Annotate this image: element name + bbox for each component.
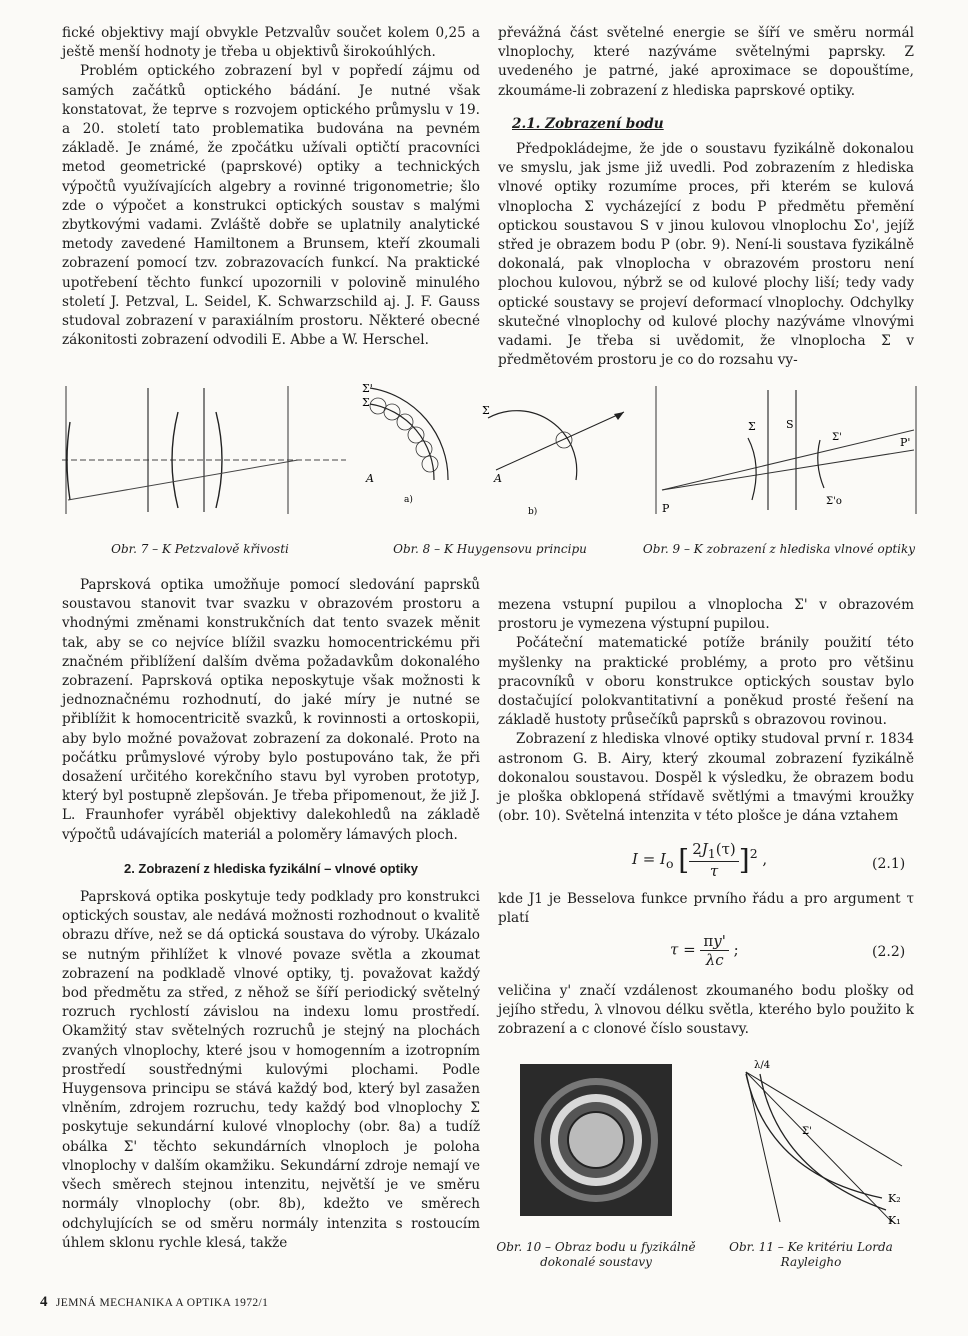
fig-label: Σ (362, 396, 370, 409)
fig-label: K₂ (888, 1192, 901, 1205)
fig-label: λ/4 (754, 1060, 771, 1071)
figure-7-petzval (58, 380, 348, 520)
paragraph: fické objektivy mají obvykle Petzvalův součet kolem 0,25 a ještě menší hodnoty je třeba u objektivů širokoúhlých. (62, 25, 480, 61)
caption-fig10: Obr. 10 – Obraz bodu u fyzikálně dokonalé soustavy (496, 1240, 696, 1269)
page-footer (40, 1294, 268, 1311)
paragraph: Zobrazení z hlediska vlnové optiky studoval první r. 1834 astronom G. B. Airy, který zkoumal zobrazení fyzikálně dokonalou soustavou. Dospěl k výsledku, že obrazem bodu je ploška obklopená střídavě světlými a tmavými kroužky (obr. 10). Světelná intenzita v této plošce je dána vztahem (498, 731, 914, 825)
paragraph: Paprsková optika poskytuje tedy podklady pro konstrukci optických soustav, ale nedává možnosti rozhodnout o kvalitě obrazu dříve, než se dá optická soustava do výroby. Ukázalo se nutným přihlížet k vlnové povaze světla a zkoumat zobrazení na podkladě vlnové optiky, tj. považovat každý bod předmětu za střed, z něhož se šíří periodický světelný rozruch rychlostí závislou na indexu lomu prostředí. Okamžitý stav světelných rozruchů je stejný na plochách zvaných vlnoplochy, které jsou v homogenním a izotropním prostředí soustřednými kulovými plochami. Podle Huygensova principu se stává každý bod, který byl zasažen vlněním, zdrojem rozruchu, tedy každý bod vlnoplochy Σ poskytuje sekundární kulové vlnoplochy (obr. 8a) a tudíž obálka Σ' těchto sekundárních vlnoploch je poloha vlnoplochy v dalším okamžiku. Sekundární zdroje nemají ve všech směrech stejnou intenzitu, největší je ve směru normály vlnoplochy (obr. 8b), kdežto ve směrech odchylujících se od směru normály intenzita s rostoucím úhlem sklonu rychle klesá, takže (62, 889, 480, 1251)
fig-label: Σ (482, 404, 490, 417)
fig-label: P (662, 502, 670, 515)
caption-fig11: Obr. 11 – Ke kritériu Lorda Rayleigho (729, 1240, 893, 1269)
figure-10-airy-disk (520, 1064, 672, 1216)
paragraph: Předpokládejme, že jde o soustavu fyzikálně dokonalou ve smyslu, jak jsme již uvedli. Pod zobrazením z hlediska vlnové optiky rozumíme proces, při kterém se kulová vlnoplocha Σ vycházející z bodu P předmětu přemění optickou soustavou S v jinou kulovou vlnoplochu Σo', jejíž střed je obrazem bodu P (obr. 9). Není-li soustava fyzikálně dokonalá, pak vlnoplocha v obrazovém prostoru není plochou kulovou, nýbrž se od kulové plochy liší; tedy vady optické soustavy se projeví deformací vlnoplochy. Odchylky skutečné vlnoplochy od kulové plochy nazýváme vlnovými vadami. Je třeba si uvědomit, že vlnoplocha Σ v předmětovém prostoru je co do rozsahu vy- (498, 141, 914, 369)
equation-number: (2.1) (872, 856, 906, 872)
paragraph: veličina y' značí vzdálenost zkoumaného bodu plošky od jejího středu, λ vlnovou délku světla, kterého bylo použito k zobrazení a c clonové číslo soustavy. (498, 983, 914, 1038)
caption-fig7: Obr. 7 – K Petzvalově křivosti (111, 542, 289, 556)
text-column-2 (498, 24, 914, 370)
caption-fig8: Obr. 8 – K Huygensovu principu (393, 542, 587, 556)
fig-label: Σ' (832, 432, 842, 443)
fig-label: S (786, 418, 794, 431)
page-number: 4 (40, 1294, 48, 1310)
journal-name: JEMNÁ MECHANIKA A OPTIKA 1972/1 (55, 1297, 269, 1309)
fig-label: Σ'o (826, 496, 842, 507)
fig-label: Σ' (362, 382, 373, 395)
fig-label: P' (900, 436, 911, 449)
equation-2-2: τ = $\frac{\pi y'}{\lambda c}$ ; (670, 932, 739, 969)
caption-fig9: Obr. 9 – K zobrazení z hlediska vlnové optiky (642, 542, 916, 556)
paragraph: Paprsková optika umožňuje pomocí sledování paprsků soustavou stanovit tvar svazku v obrazovém prostoru a vhodnými změnami konstrukčních dat tento svazek měnit tak, aby se co nejvíce blížil svazku homocentrickému při značném přiblížení dalším dvěma požadavkům dokonalého zobrazení. Paprsková optika neposkytuje však možnosti k jednoznačnému rozhodnutí, do jaké míry je nutné se přiblížit k homocentricitě svazků, k rovinnosti a ortoskopii, aby bylo možné považovat zobrazení za dokonalé. Proto na počátku průmyslové výroby bylo postupováno tak, že při dosažení určitého korekčního stavu byl vyroben prototyp, který byl postupně zlepšován. Je třeba připomenout, že již J. L. Fraunhofer vyráběl objektivy dalekohledů na základě výpočtů udávajících materiál a poloměry lámavých ploch. (62, 577, 480, 843)
paragraph: Problém optického zobrazení byl v popředí zájmu od samých začátků optického bádání. Je nutné však konstatovat, že teprve s rozvojem optického průmyslu v 19. a 20. století tato problematika budována na pevném základě. Je známé, že zpočátku užívali optičtí pracovníci metod geometrické (paprskové) optiky a technických výpočtů využívajících algebry a rovinné trigonometrie; šlo zde o výpočet a konstrukci optických soustav s malými zbytkovými vadami. Zvláště dobře se uplatnily analytické metody zavedené Hamiltonem a Brunsem, kteří zkoumali zobrazení pomocí tzv. zobrazovacích funkcí. Na praktické upotřebení těchto funkcí upozornili v polovině minulého století J. Petzval, L. Seidel, K. Schwarzschild aj. J. F. Gauss studoval zobrazení v paraxiálním prostoru. Některé obecné zákonitosti zobrazení odvodili E. Abbe a W. Herschel. (62, 63, 480, 349)
paragraph: mezena vstupní pupilou a vlnoplocha Σ' v obrazovém prostoru je vymezena výstupní pupilou. (498, 597, 914, 633)
paragraph: kde J1 je Besselova funkce prvního řádu a pro argument τ platí (498, 891, 914, 927)
paragraph: Počáteční matematické potíže bránily použití této myšlenky na praktické problémy, a proto pro většinu pracovníků v oboru konstrukce optických soustav bylo dostačující polokvantitativní a poněkud prosté řešení na základě hustoty průsečíků paprsků s obrazovou rovinou. (498, 635, 914, 729)
equation-2-1: $I = I_o$ [ $\frac{2J_1(\tau)}{\tau}$ ]$^2$ , (632, 840, 768, 880)
section-heading-2-1: 2.1. Zobrazení bodu (512, 115, 664, 132)
text-block (498, 982, 914, 1040)
text-column-3 (62, 576, 480, 1253)
paragraph: převážná část světelné energie se šíří ve směru normál vlnoplochy, které nazýváme světelnými paprsky. Z uvedeného je patrné, jaké aproximace se dopouštíme, zkoumáme-li zobrazení z hlediska paprskové optiky. (498, 25, 914, 99)
fig-label: Σ (748, 420, 756, 433)
text-column-4 (498, 596, 914, 826)
text-block (498, 890, 914, 928)
fig-label: b) (528, 507, 538, 517)
fig-label: A (494, 472, 502, 485)
fig-label: A (366, 472, 374, 485)
equation-number: (2.2) (872, 944, 906, 960)
fig-label: K₁ (888, 1214, 901, 1226)
fig-label: a) (404, 495, 413, 505)
figure-8-huygens (356, 380, 646, 520)
fig-label: Σ' (802, 1126, 812, 1137)
text-column-1 (62, 24, 480, 350)
section-heading-2: 2. Zobrazení z hlediska fyzikální – vlnové optiky (123, 860, 419, 876)
figure-9-wave (652, 380, 920, 520)
figure-11-rayleigh (702, 1054, 916, 1226)
